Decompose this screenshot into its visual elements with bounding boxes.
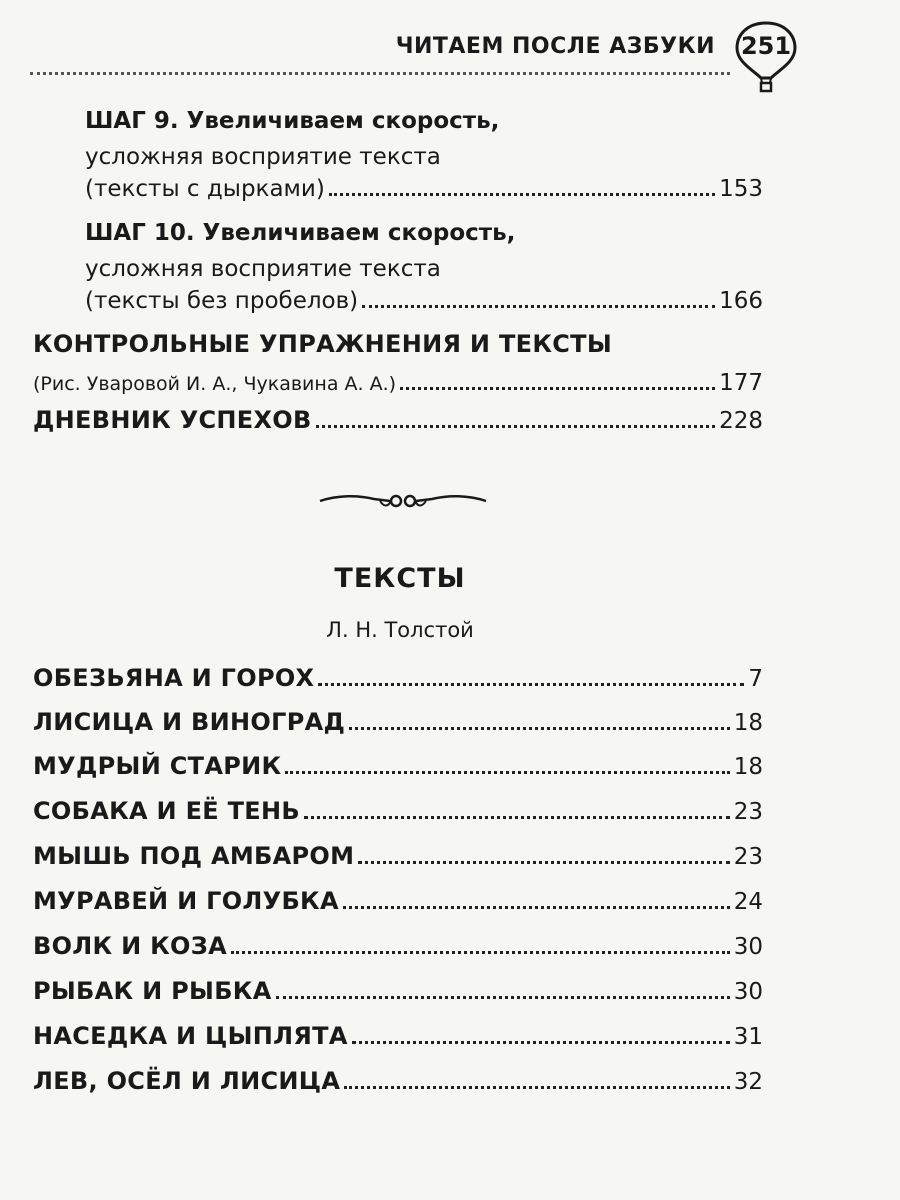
toc-entry[interactable]	[33, 664, 763, 692]
toc-entry-page: 23	[733, 799, 763, 825]
toc-entry[interactable]	[33, 977, 763, 1005]
toc-entry[interactable]	[33, 1067, 763, 1095]
dot-leader	[318, 682, 744, 686]
dot-leader	[362, 304, 715, 308]
step-10-line-2: усложняя восприятие текста	[85, 256, 441, 282]
dot-leader	[329, 192, 715, 196]
toc-entry-control-exercises[interactable]	[33, 370, 763, 396]
toc-entry[interactable]	[33, 752, 763, 780]
toc-entry-page: 32	[733, 1069, 763, 1095]
dot-leader	[344, 1085, 730, 1089]
toc-entry-page: 23	[733, 844, 763, 870]
toc-entry-title: ЛИСИЦА И ВИНОГРАД	[33, 708, 346, 736]
toc-entry[interactable]	[33, 1022, 763, 1050]
toc-entry-page: 153	[719, 176, 763, 202]
toc-entry-page: 7	[748, 666, 763, 692]
dot-leader	[349, 726, 730, 730]
toc-entry-title: МУРАВЕЙ И ГОЛУБКА	[33, 887, 339, 915]
toc-entry-page: 18	[733, 710, 763, 736]
toc-entry-title: РЫБАК И РЫБКА	[33, 977, 272, 1005]
toc-entry-title: (Рис. Уваровой И. А., Чукавина А. А.)	[33, 373, 397, 395]
toc-entry-page: 228	[719, 408, 763, 434]
dot-leader	[304, 815, 730, 819]
toc-entry[interactable]	[33, 797, 763, 825]
control-exercises-title: КОНТРОЛЬНЫЕ УПРАЖНЕНИЯ И ТЕКСТЫ	[33, 330, 612, 358]
toc-entry-page: 31	[733, 1024, 763, 1050]
toc-entry-title: ВОЛК И КОЗА	[33, 932, 227, 960]
toc-entry-title: СОБАКА И ЕЁ ТЕНЬ	[33, 797, 300, 825]
toc-entry-page: 24	[733, 889, 763, 915]
dot-leader	[358, 860, 729, 864]
toc-entry-title: ДНЕВНИК УСПЕХОВ	[33, 406, 312, 434]
section-title: ТЕКСТЫ	[334, 563, 466, 594]
toc-entry-page: 166	[719, 288, 763, 314]
dot-leader	[400, 386, 715, 390]
step-9-line-1: ШАГ 9. Увеличиваем скорость,	[85, 108, 500, 134]
toc-entry-title: НАСЕДКА И ЦЫПЛЯТА	[33, 1022, 348, 1050]
dot-leader	[276, 995, 730, 999]
running-header: ЧИТАЕМ ПОСЛЕ АЗБУКИ	[395, 34, 715, 59]
toc-entry-title: (тексты с дырками)	[85, 176, 325, 202]
page-number: 251	[740, 32, 792, 60]
toc-entry-diary[interactable]	[33, 406, 763, 434]
toc-entry-title: ОБЕЗЬЯНА И ГОРОХ	[33, 664, 315, 692]
page-badge	[733, 20, 799, 94]
toc-entry[interactable]	[33, 932, 763, 960]
toc-entry[interactable]	[33, 887, 763, 915]
toc-entry-page: 18	[733, 754, 763, 780]
dot-leader	[343, 905, 730, 909]
dot-leader	[316, 424, 716, 428]
step-9-line-2: усложняя восприятие текста	[85, 144, 441, 170]
toc-entry-page: 177	[719, 370, 763, 396]
toc-entry-step-9[interactable]	[85, 176, 763, 202]
toc-entry[interactable]	[33, 708, 763, 736]
toc-entry-title: (тексты без пробелов)	[85, 288, 359, 314]
toc-entry-step-10[interactable]	[85, 288, 763, 314]
toc-entry-page: 30	[733, 934, 763, 960]
toc-entry-title: ЛЕВ, ОСЁЛ И ЛИСИЦА	[33, 1067, 341, 1095]
dot-leader	[285, 770, 729, 774]
toc-entry-page: 30	[733, 979, 763, 1005]
toc-entry-title: МУДРЫЙ СТАРИК	[33, 752, 282, 780]
author-name: Л. Н. Толстой	[326, 618, 474, 642]
dot-leader	[231, 950, 730, 954]
step-10-line-1: ШАГ 10. Увеличиваем скорость,	[85, 220, 516, 246]
header-dotted-rule	[30, 72, 730, 75]
dot-leader	[352, 1040, 730, 1044]
toc-entry[interactable]	[33, 842, 763, 870]
ornament-divider-icon	[318, 485, 488, 515]
toc-entry-title: МЫШЬ ПОД АМБАРОМ	[33, 842, 355, 870]
